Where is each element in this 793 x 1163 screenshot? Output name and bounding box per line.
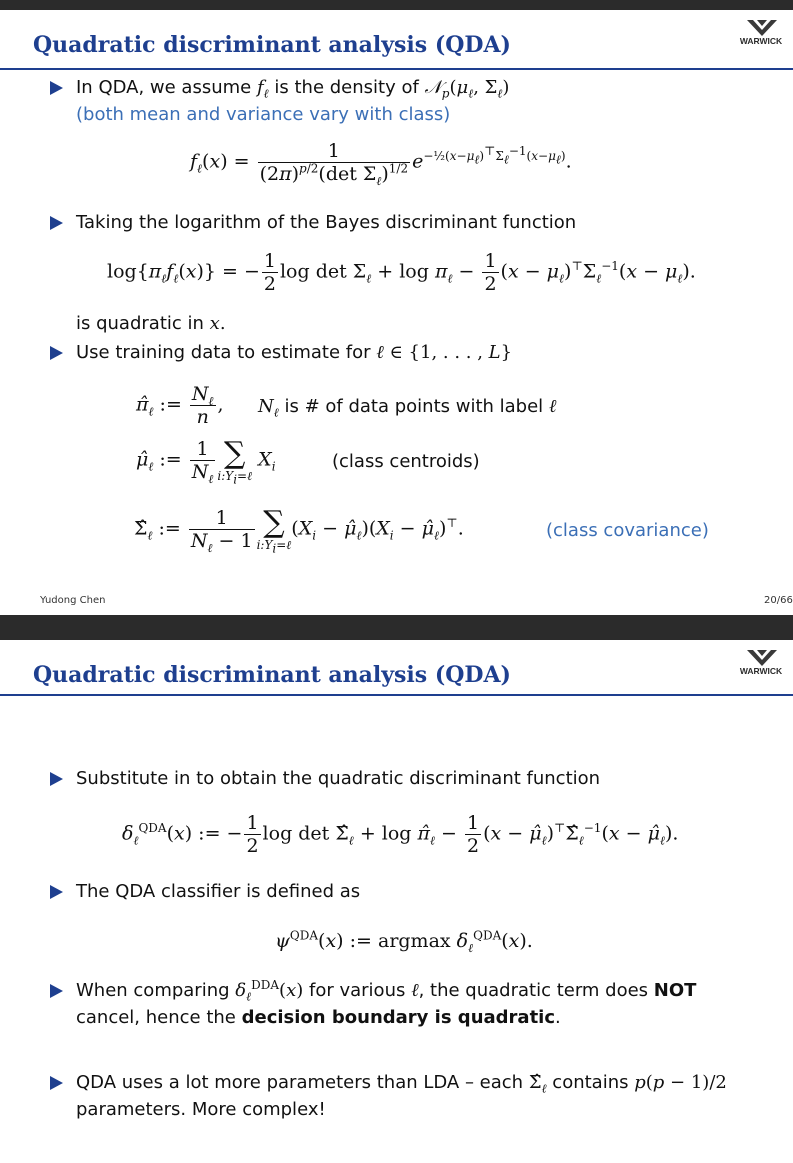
qda-classifier-formula: $\psi^{QDA}(x)$ := argmax $\delta_\ell^{QDA}(x)$. [275,928,533,955]
sigma-estimate: $\Sigmâ_\ell$ := $\frac{1}{N_\ell - 1}$ ∑ $i:Y_i=\ell$ ($X_i$ − $\mû_\ell)(X_i$ − $\mû_\ell)^⊤$. [134,504,464,555]
slide-title: Quadratic discriminant analysis (QDA) [33,32,511,58]
bullet-1-text: In QDA, we assume [76,77,252,98]
bullet-3-line2 [76,1007,561,1029]
bullet-3: Use training data to estimate for ℓ ∈ {1, . . . , L} [76,342,513,363]
title-rule [0,68,793,70]
density-formula: $f_\ell(x)$ = $\frac{1}{(2\pi)^{p/2}(\det \Sigma_\ell)^{1/2}}$ $e^{-\frac{1}{2}(x-\mu_\ell)^⊤\Sigma_\ell^{-1}(x-\mu_\ell)}$. [190,140,572,188]
mu-estimate: $\mû_\ell$ := $\frac{1}{N_\ell}$ ∑ $i:Y_i=\ell$ $X_i$ [136,435,276,486]
bullet-4: QDA uses a lot more parameters than LDA – each $\Sigmâ_\ell$ contains p(p − 1)/2 [76,1072,727,1096]
warwick-crest-icon [747,650,777,666]
bullet-2: The QDA classifier is defined as [76,881,361,902]
bullet-3-line2-pre: cancel, hence the [76,1007,236,1028]
bullet-1-mid: is the density of [274,77,419,98]
slide-2 [0,640,793,1163]
bullet-icon [50,885,63,899]
pi-estimate: $\pî_\ell$ := $\frac{N_\ell}{n}$ , [136,383,224,428]
bullet-2: Taking the logarithm of the Bayes discriminant function [76,212,577,233]
logo-wordmark: WARWICK [739,36,783,46]
logo-wordmark: WARWICK [739,666,783,676]
bullet-icon [50,81,63,95]
bullet-icon [50,216,63,230]
bullet-3: When comparing $\delta_\ell^{DDA}(x)$ for various ℓ, the quadratic term does NOT [76,978,697,1004]
bullet-icon [50,346,63,360]
pi-note-text: is # of data points with label [284,396,544,417]
bullet-1: Substitute in to obtain the quadratic discriminant function [76,768,601,789]
quadratic-text: is quadratic in [76,313,204,334]
bullet-icon [50,1076,63,1090]
title-rule [0,694,793,696]
bullet-3-text: Use training data to estimate for [76,342,371,363]
bullet-2-cont: is quadratic in x. [76,313,226,334]
not-emphasis: NOT [653,980,697,1001]
bullet-4-pre: QDA uses a lot more parameters than LDA – each [76,1072,524,1093]
bullet-1: In QDA, we assume $f_\ell$ is the density of $𝒩_p(\mu_\ell$, $\Sigma_\ell$) [76,77,510,101]
footer-page-number: 20/66 [764,595,793,606]
mu-note: (class centroids) [332,451,480,472]
bullet-4-mid: contains [552,1072,629,1093]
bullet-icon [50,772,63,786]
slide-separator [0,615,793,640]
slide-1 [0,10,793,615]
bullet-3-mid2: , the quadratic term does [418,980,649,1001]
warwick-logo [734,650,788,682]
pi-note: $N_\ell$ is # of data points with label ℓ [258,396,557,420]
top-bar [0,0,793,10]
bullet-icon [50,984,63,998]
qda-discriminant-formula: $\delta_\ell^{QDA}(x)$ := − $\frac{1}{2}$ $\log \det \Sigmâ_\ell + \log$ $\pî_\ell$ − $\frac{1}{2}$ $(x - \mû_\ell)^⊤\Sigmâ_\ell^{-1}(x$ − $\mû_\ell$). [122,812,679,857]
sigma-note: (class covariance) [546,520,709,541]
decision-boundary-emphasis: decision boundary is quadratic [241,1007,556,1028]
bullet-4-line2: parameters. More complex! [76,1099,326,1120]
bullet-3-line2-end: . [555,1007,561,1028]
log-discriminant-formula: $\log\{\pi_\ell f_\ell(x)\}$ = − $\frac{1}{2}$ $\log \det \Sigma_\ell + \log \pi_\ell$ − $\frac{1}{2}$ $(x - \mu_\ell)^⊤\Sigma_\ell^{-1}(x - \mu_\ell)$. [107,250,696,295]
bullet-1-note: (both mean and variance vary with class) [76,104,451,125]
bullet-3-pre: When comparing [76,980,230,1001]
footer-author: Yudong Chen [40,595,106,606]
warwick-crest-icon [747,20,777,36]
slide-title: Quadratic discriminant analysis (QDA) [33,662,511,688]
bullet-3-mid: for various [309,980,406,1001]
warwick-logo [734,20,788,52]
